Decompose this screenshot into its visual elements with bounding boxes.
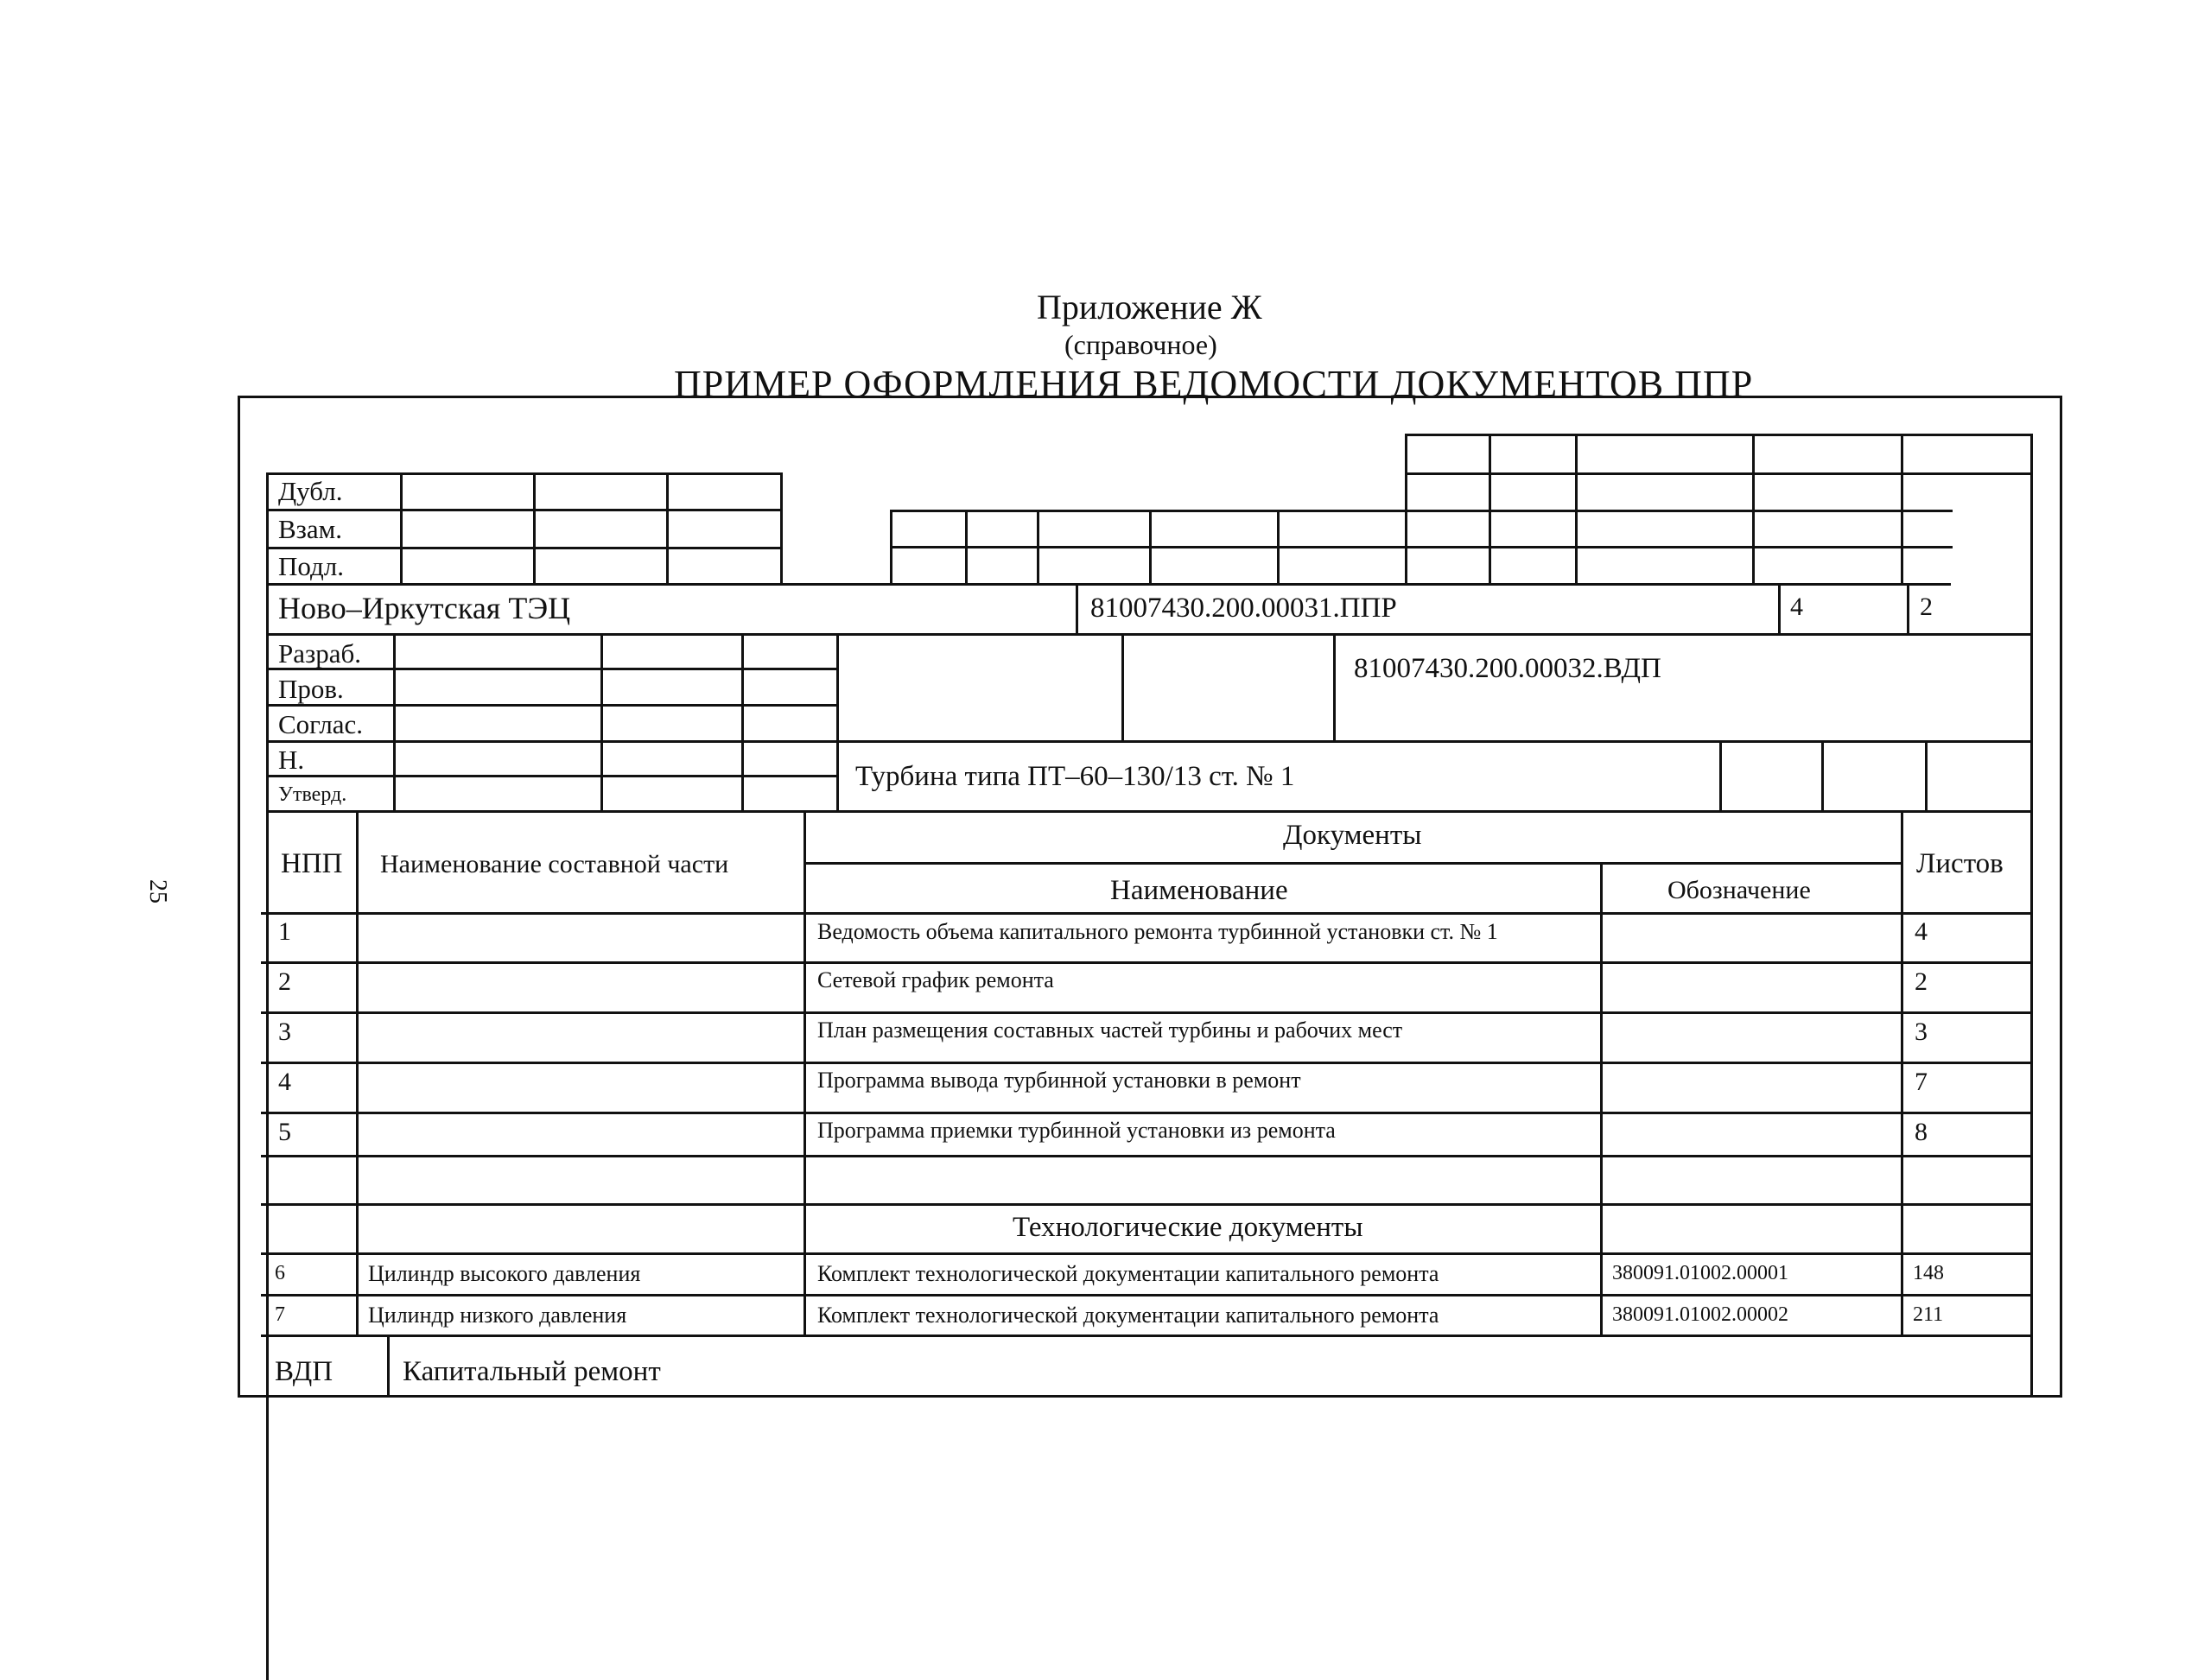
table-row-2-n: 2 <box>278 967 291 996</box>
sig-label-soglas: Соглас. <box>278 709 364 739</box>
stamp-label-podl: Подл. <box>278 551 344 581</box>
table-row-3-name: План размещения составных частей турбины и рабочих мест <box>817 1018 1403 1043</box>
appendix-note: (справочное) <box>1064 329 1217 360</box>
sig-label-prov: Пров. <box>278 674 344 704</box>
doc-code: 81007430.200.00032.ВДП <box>1354 653 1661 684</box>
organization-name: Ново–Иркутская ТЭЦ <box>278 591 571 625</box>
table-row-6-code: 380091.01002.00001 <box>1612 1262 1788 1284</box>
page-number: 25 <box>144 879 171 903</box>
table-row-6-part: Цилиндр высокого давления <box>368 1261 641 1286</box>
appendix-title: Приложение Ж <box>1037 288 1262 326</box>
footer-title: Капитальный ремонт <box>403 1356 661 1387</box>
table-row-5-n: 5 <box>278 1118 291 1146</box>
table-row-6-sheets: 148 <box>1913 1262 1944 1284</box>
table-row-7-name: Комплект технологической документации капитального ремонта <box>817 1303 1439 1328</box>
object-name: Турбина типа ПТ–60–130/13 ст. № 1 <box>855 761 1295 792</box>
col-header-part: Наименование составной части <box>380 850 729 878</box>
table-row-1-n: 1 <box>278 917 291 946</box>
table-row-4-name: Программа вывода турбинной установки в ремонт <box>817 1068 1301 1093</box>
col-header-npp: НПП <box>281 848 343 879</box>
footer-code: ВДП <box>275 1356 333 1387</box>
parent-doc-b: 2 <box>1920 593 1933 621</box>
col-header-doc-name: Наименование <box>1110 875 1288 906</box>
table-row-6-n: 6 <box>275 1262 285 1284</box>
sig-label-utverd: Утверд. <box>278 783 347 806</box>
table-row-6-name: Комплект технологической документации капитального ремонта <box>817 1261 1439 1286</box>
table-row-7-n: 7 <box>275 1303 285 1326</box>
table-row-2-name: Сетевой график ремонта <box>817 967 1054 992</box>
document-title: ПРИМЕР ОФОРМЛЕНИЯ ВЕДОМОСТИ ДОКУМЕНТОВ ППР <box>674 363 1754 405</box>
stamp-label-vzam: Взам. <box>278 514 343 544</box>
table-row-7-sheets: 211 <box>1913 1303 1944 1326</box>
col-header-doc-code: Обозначение <box>1667 876 1811 904</box>
table-row-1-sheets: 4 <box>1915 917 1928 946</box>
table-row-3-n: 3 <box>278 1018 291 1046</box>
table-row-4-n: 4 <box>278 1068 291 1096</box>
table-row-5-sheets: 8 <box>1915 1118 1928 1146</box>
parent-doc-a: 4 <box>1790 593 1803 621</box>
table-row-4-sheets: 7 <box>1915 1068 1928 1096</box>
table-row-7-code: 380091.01002.00002 <box>1612 1303 1788 1326</box>
sig-label-n: Н. <box>278 745 305 775</box>
col-header-sheets: Листов <box>1916 848 2004 879</box>
table-row-5-name: Программа приемки турбинной установки из ремонта <box>817 1118 1336 1143</box>
table-row-7-part: Цилиндр низкого давления <box>368 1303 627 1328</box>
table-row-2-sheets: 2 <box>1915 967 1928 996</box>
section-title: Технологические документы <box>1013 1212 1363 1243</box>
stamp-label-dubl: Дубл. <box>278 476 343 506</box>
table-row-3-sheets: 3 <box>1915 1018 1928 1046</box>
sig-label-razrab: Разраб. <box>278 638 362 669</box>
group-header-documents: Документы <box>1283 820 1422 851</box>
parent-doc-code: 81007430.200.00031.ППР <box>1090 593 1397 624</box>
table-row-1-name: Ведомость объема капитального ремонта турбинной установки ст. № 1 <box>817 919 1498 944</box>
